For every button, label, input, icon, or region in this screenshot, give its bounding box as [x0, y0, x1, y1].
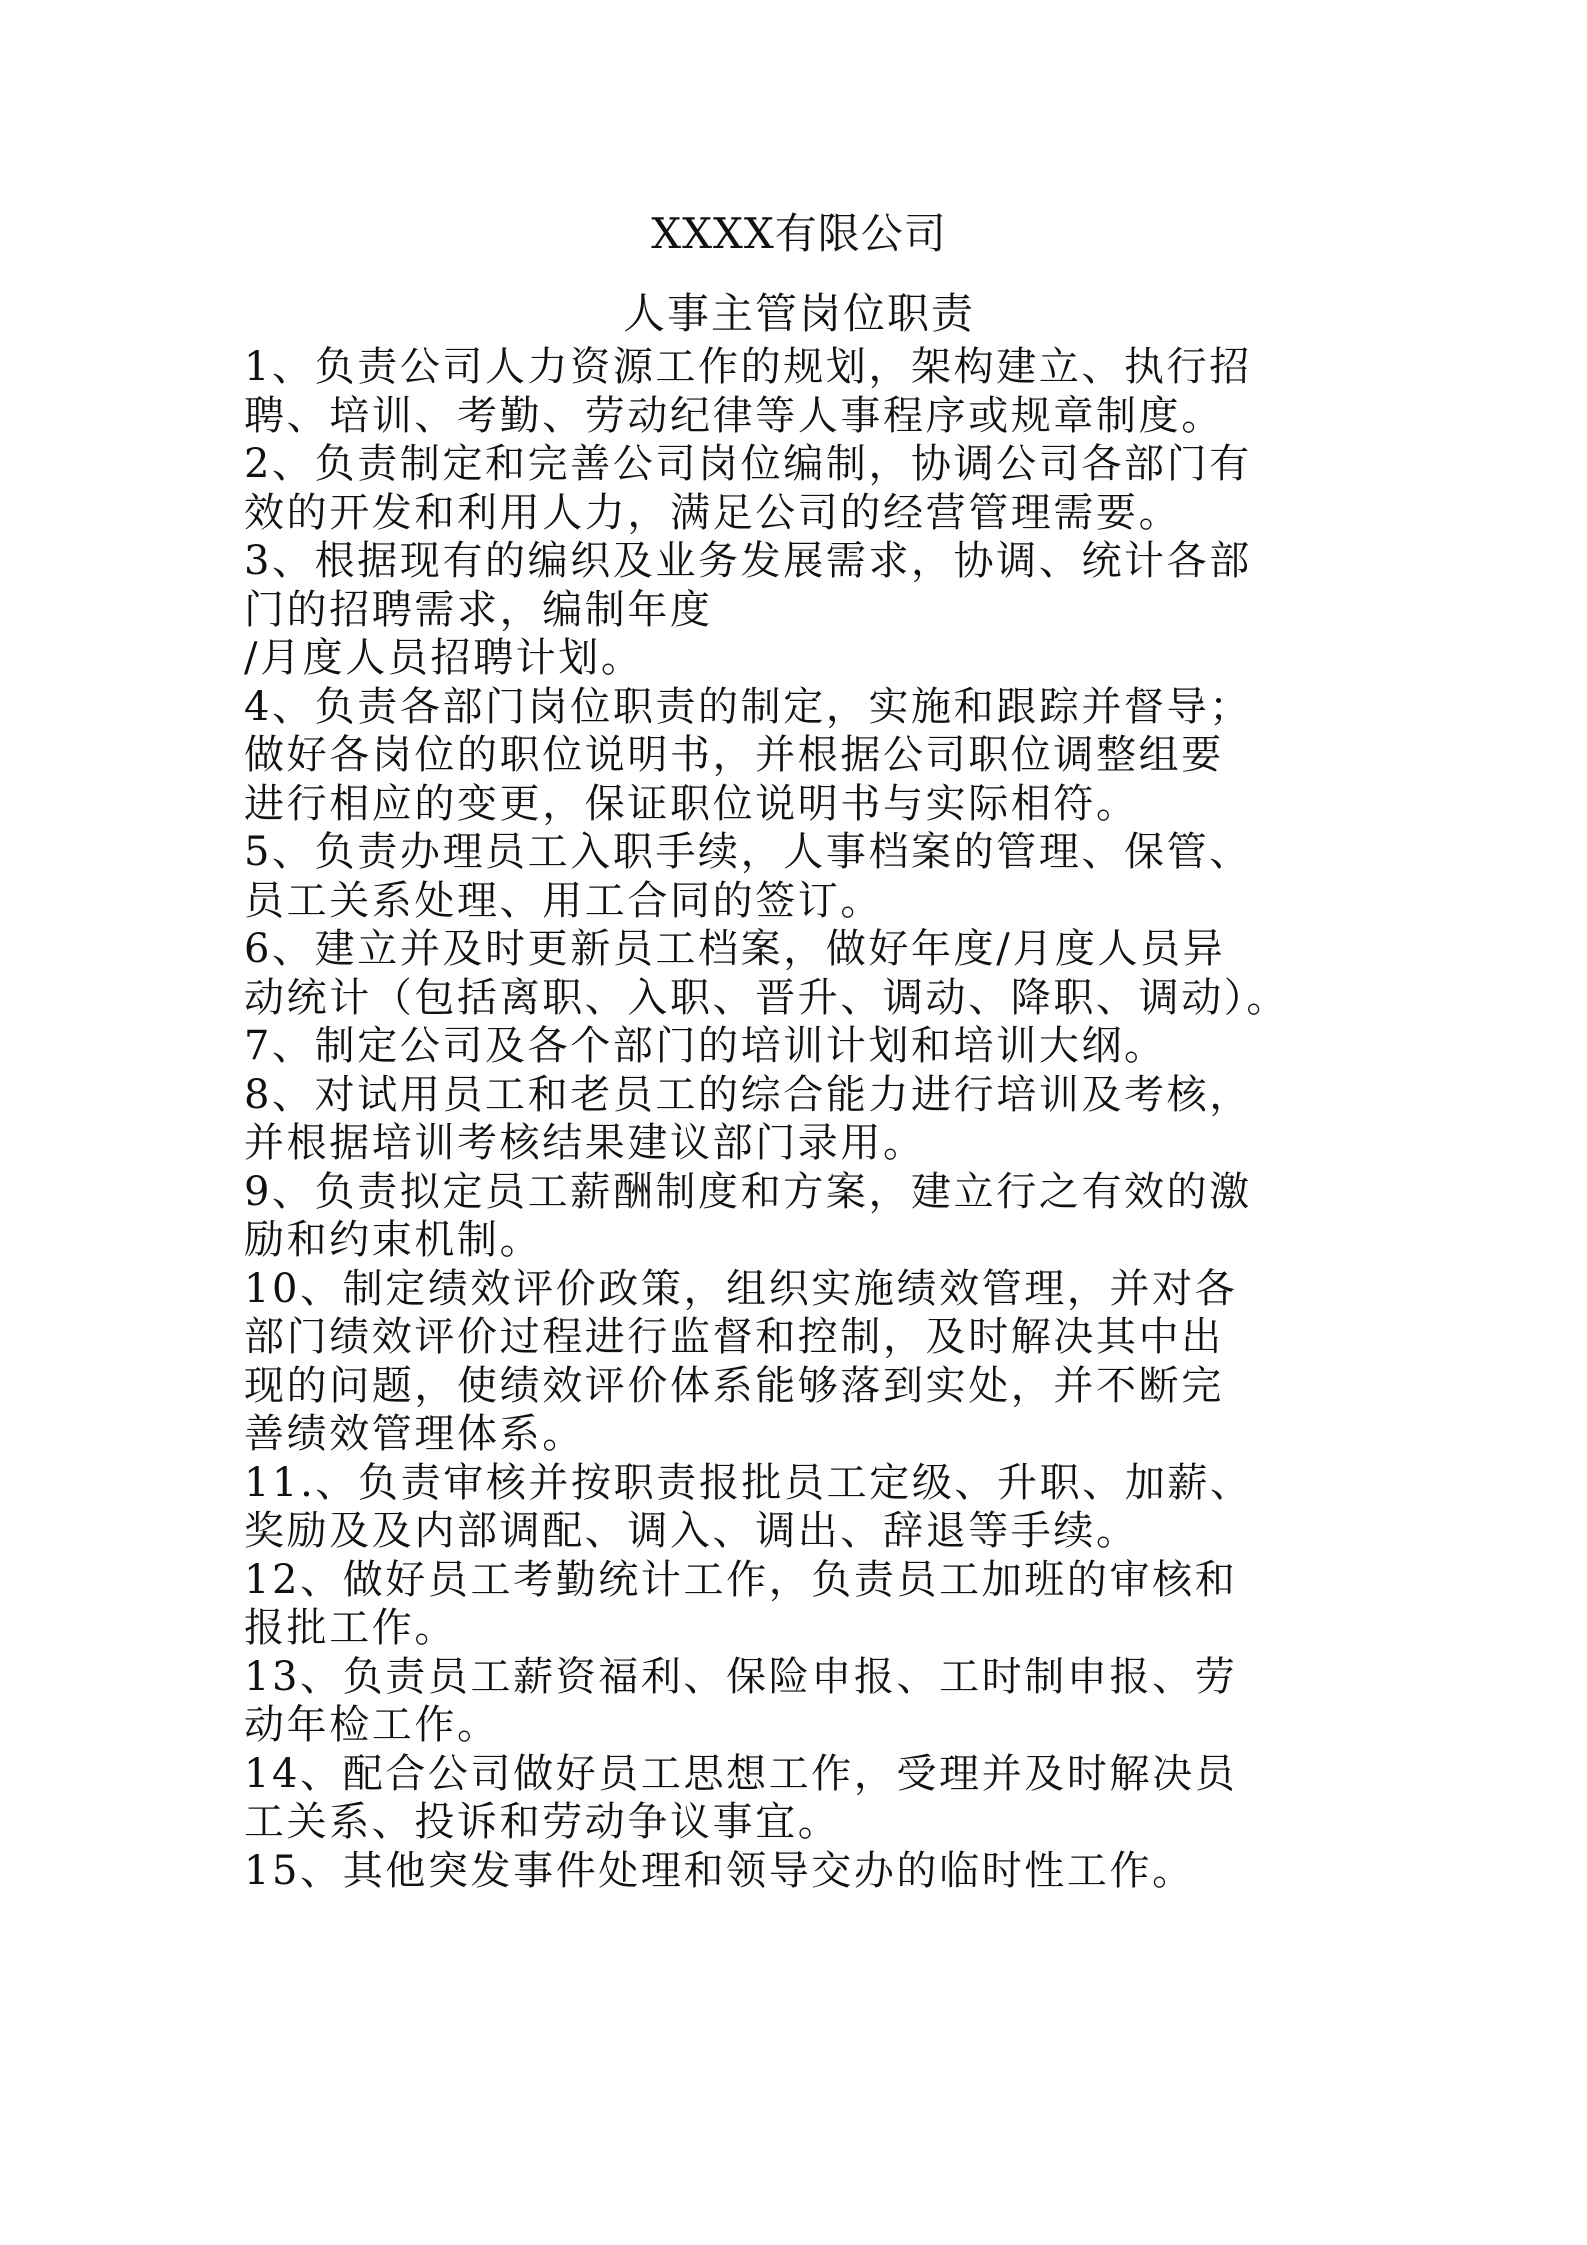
duty-line: 7、制定公司及各个部门的培训计划和培训大纲。 — [244, 1023, 1167, 1069]
duty-line: 励和约束机制。 — [244, 1217, 543, 1263]
duty-line: 14、配合公司做好员工思想工作，受理并及时解决员 — [244, 1750, 1238, 1797]
duty-line: 3、根据现有的编织及业务发展需求，协调、统计各部 — [244, 538, 1252, 584]
duty-line: 动年检工作。 — [244, 1702, 500, 1748]
duty-line: 8、对试用员工和老员工的综合能力进行培训及考核， — [244, 1071, 1252, 1118]
duty-line: 12、做好员工考勤统计工作，负责员工加班的审核和 — [244, 1556, 1238, 1603]
duty-line: 工关系、投诉和劳动争议事宜。 — [244, 1799, 841, 1845]
company-title: XXXX有限公司 — [651, 209, 947, 258]
duty-line: 动统计（包括离职、入职、晋升、调动、降职、调动）。 — [244, 974, 1289, 1021]
duty-line: 效的开发和利用人力，满足公司的经营管理需要。 — [244, 489, 1182, 536]
duty-line: 善绩效管理体系。 — [244, 1411, 585, 1457]
duty-line: 10、制定绩效评价政策，组织实施绩效管理，并对各 — [244, 1265, 1238, 1312]
duty-line: 员工关系处理、用工合同的签订。 — [244, 877, 883, 924]
document-title: 人事主管岗位职责 — [622, 289, 975, 338]
duty-line: 做好各岗位的职位说明书，并根据公司职位调整组要 — [244, 732, 1224, 778]
duty-line: 门的招聘需求，编制年度 — [244, 586, 713, 633]
document-content — [244, 205, 1354, 1895]
duty-line: 1、负责公司人力资源工作的规划，架构建立、执行招 — [244, 344, 1252, 390]
duty-line: 9、负责拟定员工薪酬制度和方案，建立行之有效的激 — [244, 1168, 1252, 1215]
duty-line: 6、建立并及时更新员工档案，做好年度/月度人员异 — [244, 926, 1226, 972]
duty-line: 奖励及及内部调配、调入、调出、辞退等手续。 — [244, 1508, 1139, 1554]
duty-list — [244, 343, 1354, 1895]
duty-line: 2、负责制定和完善公司岗位编制，协调公司各部门有 — [244, 441, 1252, 487]
duty-line: 15、其他突发事件处理和领导交办的临时性工作。 — [244, 1847, 1195, 1894]
duty-line: 11.、负责审核并按职责报批员工定级、升职、加薪、 — [244, 1459, 1253, 1506]
duty-line: 4、负责各部门岗位职责的制定，实施和跟踪并督导； — [244, 683, 1252, 730]
duty-line: /月度人员招聘计划。 — [244, 635, 644, 681]
duty-line: 部门绩效评价过程进行监督和控制，及时解决其中出 — [244, 1314, 1224, 1360]
duty-line: 聘、培训、考勤、劳动纪律等人事程序或规章制度。 — [244, 392, 1224, 439]
duty-line: 并根据培训考核结果建议部门录用。 — [244, 1120, 926, 1166]
duty-line: 进行相应的变更，保证职位说明书与实际相符。 — [244, 780, 1139, 827]
duty-line: 13、负责员工薪资福利、保险申报、工时制申报、劳 — [244, 1653, 1238, 1700]
duty-line: 现的问题，使绩效评价体系能够落到实处，并不断完 — [244, 1362, 1224, 1409]
duty-line: 报批工作。 — [244, 1605, 457, 1651]
duty-line: 5、负责办理员工入职手续，人事档案的管理、保管、 — [244, 829, 1252, 875]
